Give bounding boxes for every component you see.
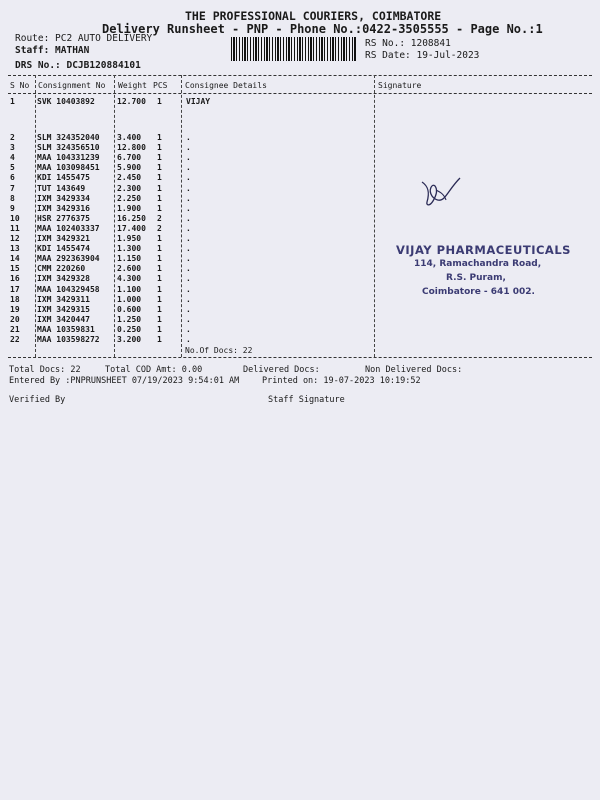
table-row (0, 173, 380, 183)
row-consignee: . (186, 173, 191, 183)
table-row (0, 244, 380, 254)
row-weight: 1.300 (117, 244, 142, 254)
row-consignment-no: MAA 103098451 (37, 163, 100, 173)
row-consignee: . (186, 294, 191, 304)
table-row (0, 204, 380, 214)
row-consignment-no: SLM 324356510 (37, 143, 100, 153)
row-weight: 0.600 (117, 304, 142, 314)
row-sno: 4 (10, 153, 15, 163)
row-sno: 22 (10, 335, 20, 344)
entered-by: Entered By :PNPRUNSHEET 07/19/2023 9:54:01 AM (9, 376, 240, 386)
drs-number: DRS No.: DCJB120884101 (15, 60, 141, 71)
row-consignment-no: MAA 102403337 (37, 223, 100, 233)
row-consignee: . (186, 244, 191, 254)
row-weight: 2.300 (117, 183, 142, 193)
row-consignment-no: MAA 10359831 (37, 324, 95, 334)
runsheet-title: Delivery Runsheet - PNP - Phone No.:0422-3505555 - Page No.:1 (102, 22, 543, 36)
row-sno: 16 (10, 274, 20, 284)
stamp-address-line: Coimbatore - 641 002. (422, 287, 535, 297)
col-header-pcs: PCS (153, 81, 168, 90)
stamp-address-line: 114, Ramachandra Road, (414, 259, 542, 269)
row-pcs: 1 (157, 133, 162, 142)
row-sno: 5 (10, 163, 15, 173)
table-row (0, 325, 380, 335)
row-consignee: . (186, 304, 191, 314)
row-weight: 1.150 (117, 254, 142, 264)
row-consignment-no: IXM 3429311 (37, 294, 90, 304)
row-consignment-no: KDI 1455475 (37, 173, 90, 183)
verified-by-label: Verified By (9, 395, 66, 405)
staff-signature-label: Staff Signature (268, 395, 345, 405)
row-sno: 8 (10, 193, 15, 203)
table-row (0, 143, 380, 153)
row-pcs: 1 (157, 244, 162, 254)
row-sno: 19 (10, 304, 20, 314)
row-weight: 2.250 (117, 193, 142, 203)
row-consignee: . (186, 143, 191, 153)
row-consignee: . (186, 153, 191, 163)
table-row (0, 214, 380, 224)
row-consignment-no: CMM 220260 (37, 264, 86, 274)
row-sno: 18 (10, 294, 20, 304)
row-pcs: 1 (157, 304, 162, 314)
route-label: Route: PC2 AUTO DELIVERY (15, 33, 153, 44)
handwritten-signature-icon (418, 172, 464, 212)
row-sno: 9 (10, 203, 15, 213)
row-pcs: 1 (157, 254, 162, 264)
row-consignee: . (186, 203, 191, 213)
row-weight: 4.300 (117, 274, 142, 284)
table-row (0, 194, 380, 204)
row-weight: 3.200 (117, 335, 142, 344)
rs-number: RS No.: 1208841 (365, 38, 451, 49)
row-sno: 13 (10, 244, 20, 254)
total-docs: Total Docs: 22 (9, 365, 81, 375)
row-pcs: 1 (157, 193, 162, 203)
row-consignment-no: TUT 143649 (37, 183, 86, 193)
col-header-sno: S No (10, 81, 30, 90)
staff-label: Staff: MATHAN (15, 45, 90, 56)
row-weight: 5.900 (117, 163, 142, 173)
row-weight: 1.950 (117, 234, 142, 243)
table-row (0, 133, 380, 143)
row-sno: 7 (10, 183, 15, 193)
row-pcs: 1 (157, 203, 162, 213)
col-header-consignee: Consignee Details (185, 81, 267, 90)
row-consignee: . (186, 163, 191, 173)
row-weight: 16.250 (117, 213, 146, 223)
table-row (0, 97, 380, 107)
row-consignment-no: IXM 3429316 (37, 203, 90, 213)
row-consignee: . (186, 234, 191, 243)
table-row (0, 153, 380, 163)
row-consignment-no: IXM 3420447 (37, 314, 90, 324)
row-consignee: . (186, 324, 191, 334)
row-pcs: 1 (157, 97, 162, 106)
rs-date: RS Date: 19-Jul-2023 (365, 50, 480, 61)
row-consignment-no: MAA 104329458 (37, 284, 100, 294)
company-name: THE PROFESSIONAL COURIERS, COIMBATORE (185, 9, 442, 23)
col-header-consignment: Consignment No (38, 81, 106, 90)
row-pcs: 1 (157, 314, 162, 324)
table-row (0, 184, 380, 194)
row-sno: 3 (10, 143, 15, 153)
table-row (0, 305, 380, 315)
row-consignment-no: MAA 292363904 (37, 254, 100, 264)
row-weight: 1.000 (117, 294, 142, 304)
row-consignee: . (186, 213, 191, 223)
row-consignment-no: SVK 10403892 (37, 97, 95, 106)
no-of-docs: No.Of Docs: 22 (185, 346, 253, 355)
row-sno: 21 (10, 324, 20, 334)
row-weight: 0.250 (117, 324, 142, 334)
row-weight: 3.400 (117, 133, 142, 142)
table-row (0, 315, 380, 325)
stamp-address-line: R.S. Puram, (446, 273, 506, 283)
col-header-weight: Weight (118, 81, 147, 90)
row-consignment-no: KDI 1455474 (37, 244, 90, 254)
row-pcs: 1 (157, 153, 162, 163)
row-consignee: . (186, 274, 191, 284)
row-consignee: . (186, 335, 191, 344)
table-row (0, 254, 380, 264)
row-pcs: 1 (157, 143, 162, 153)
row-weight: 6.700 (117, 153, 142, 163)
row-pcs: 1 (157, 294, 162, 304)
row-sno: 6 (10, 173, 15, 183)
row-pcs: 1 (157, 173, 162, 183)
row-consignee: . (186, 193, 191, 203)
table-row (0, 234, 380, 244)
row-sno: 2 (10, 133, 15, 142)
row-sno: 20 (10, 314, 20, 324)
table-row (0, 163, 380, 173)
row-consignment-no: IXM 3429328 (37, 274, 90, 284)
row-consignment-no: MAA 103598272 (37, 335, 100, 344)
table-row (0, 335, 380, 345)
row-weight: 2.600 (117, 264, 142, 274)
row-consignee: . (186, 314, 191, 324)
table-row (0, 224, 380, 234)
row-consignee: VIJAY (186, 97, 211, 106)
table-row (0, 274, 380, 284)
row-pcs: 1 (157, 274, 162, 284)
row-sno: 10 (10, 213, 20, 223)
row-sno: 17 (10, 284, 20, 294)
row-pcs: 1 (157, 335, 162, 344)
row-consignee: . (186, 133, 191, 142)
row-pcs: 2 (157, 223, 162, 233)
row-pcs: 1 (157, 183, 162, 193)
row-consignee: . (186, 254, 191, 264)
table-row (0, 264, 380, 274)
delivered-docs: Delivered Docs: (243, 365, 320, 375)
row-sno: 11 (10, 223, 20, 233)
row-weight: 17.400 (117, 223, 146, 233)
row-pcs: 1 (157, 324, 162, 334)
row-sno: 1 (10, 97, 15, 106)
table-row (0, 285, 380, 295)
row-weight: 12.700 (117, 97, 146, 106)
row-weight: 12.800 (117, 143, 146, 153)
stamp-name: VIJAY PHARMACEUTICALS (396, 243, 571, 257)
row-consignee: . (186, 183, 191, 193)
non-delivered-docs: Non Delivered Docs: (365, 365, 463, 375)
row-pcs: 1 (157, 234, 162, 243)
row-pcs: 2 (157, 213, 162, 223)
row-sno: 14 (10, 254, 20, 264)
row-pcs: 1 (157, 163, 162, 173)
table-row (0, 295, 380, 305)
row-consignee: . (186, 284, 191, 294)
row-weight: 1.250 (117, 314, 142, 324)
row-weight: 2.450 (117, 173, 142, 183)
row-sno: 15 (10, 264, 20, 274)
row-consignee: . (186, 264, 191, 274)
row-pcs: 1 (157, 284, 162, 294)
row-sno: 12 (10, 234, 20, 243)
row-consignment-no: SLM 324352040 (37, 133, 100, 142)
row-consignee: . (186, 223, 191, 233)
row-consignment-no: IXM 3429321 (37, 234, 90, 243)
row-pcs: 1 (157, 264, 162, 274)
row-weight: 1.100 (117, 284, 142, 294)
row-consignment-no: HSR 2776375 (37, 213, 90, 223)
row-consignment-no: MAA 104331239 (37, 153, 100, 163)
row-weight: 1.900 (117, 203, 142, 213)
row-consignment-no: IXM 3429334 (37, 193, 90, 203)
printed-on: Printed on: 19-07-2023 10:19:52 (262, 376, 421, 386)
col-header-signature: Signature (378, 81, 422, 90)
row-consignment-no: IXM 3429315 (37, 304, 90, 314)
total-cod-amount: Total COD Amt: 0.00 (105, 365, 203, 375)
